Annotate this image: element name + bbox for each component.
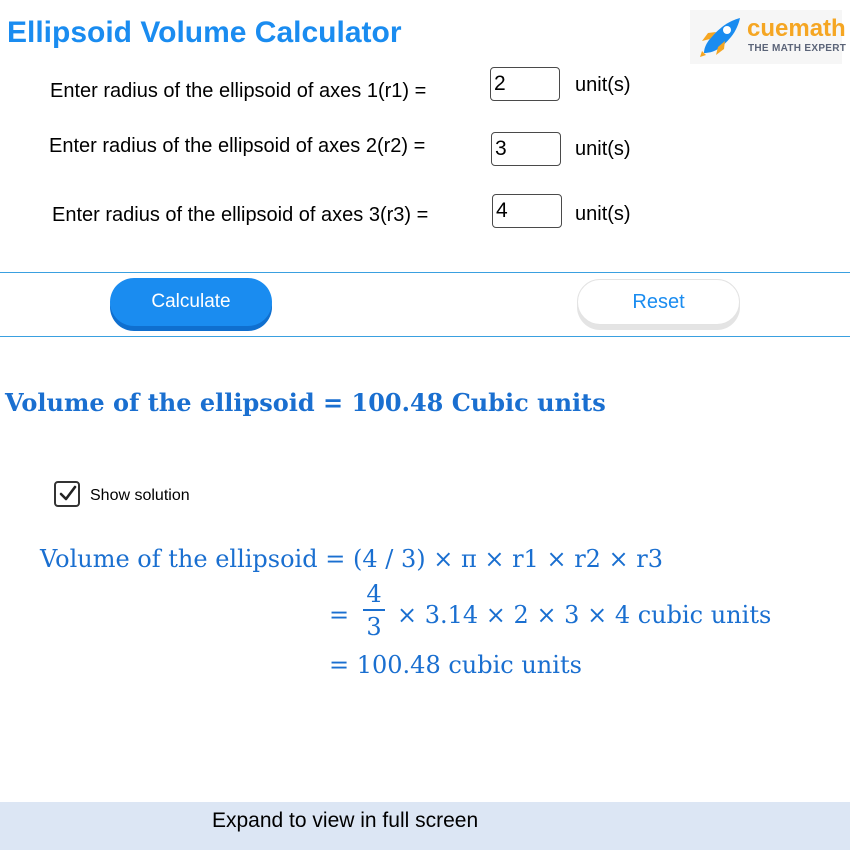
solution-line-1: Volume of the ellipsoid = (4 / 3) × π × r1 × r2 × r3 [40, 545, 664, 573]
rocket-icon [696, 15, 742, 64]
solution-fraction [363, 580, 385, 641]
fullscreen-label[interactable]: Expand to view in full screen [212, 809, 479, 832]
cuemath-logo[interactable] [690, 10, 847, 64]
divider-top [0, 272, 850, 273]
show-solution-label[interactable]: Show solution [90, 487, 190, 504]
fraction-numerator: 4 [366, 580, 382, 608]
page-title: Ellipsoid Volume Calculator [7, 16, 402, 49]
r3-label: Enter radius of the ellipsoid of axes 3(r3) = [52, 204, 429, 226]
r2-label: Enter radius of the ellipsoid of axes 2(r2) = [49, 135, 426, 157]
solution-line-2-rest: × 3.14 × 2 × 3 × 4 cubic units [397, 601, 772, 629]
r3-input[interactable] [492, 194, 562, 228]
fraction-denominator: 3 [366, 613, 382, 641]
fullscreen-bar[interactable] [0, 802, 850, 850]
divider-bottom [0, 336, 850, 337]
r2-input[interactable] [491, 132, 561, 166]
fraction-bar [363, 609, 385, 611]
logo-tagline: THE MATH EXPERT [748, 43, 847, 54]
r1-unit: unit(s) [575, 74, 631, 96]
solution-line-3: = 100.48 cubic units [329, 651, 582, 679]
logo-brand-text: cuemath [747, 15, 846, 42]
result-text: Volume of the ellipsoid = 100.48 Cubic units [5, 388, 606, 417]
show-solution-checkbox[interactable] [54, 481, 80, 507]
r1-input[interactable] [490, 67, 560, 101]
solution-line-2-equals: = [329, 601, 350, 629]
reset-button[interactable]: Reset [577, 279, 740, 325]
r2-unit: unit(s) [575, 138, 631, 160]
calculate-button[interactable]: Calculate [110, 278, 272, 326]
r3-unit: unit(s) [575, 203, 631, 225]
r1-label: Enter radius of the ellipsoid of axes 1(r1) = [50, 80, 427, 102]
